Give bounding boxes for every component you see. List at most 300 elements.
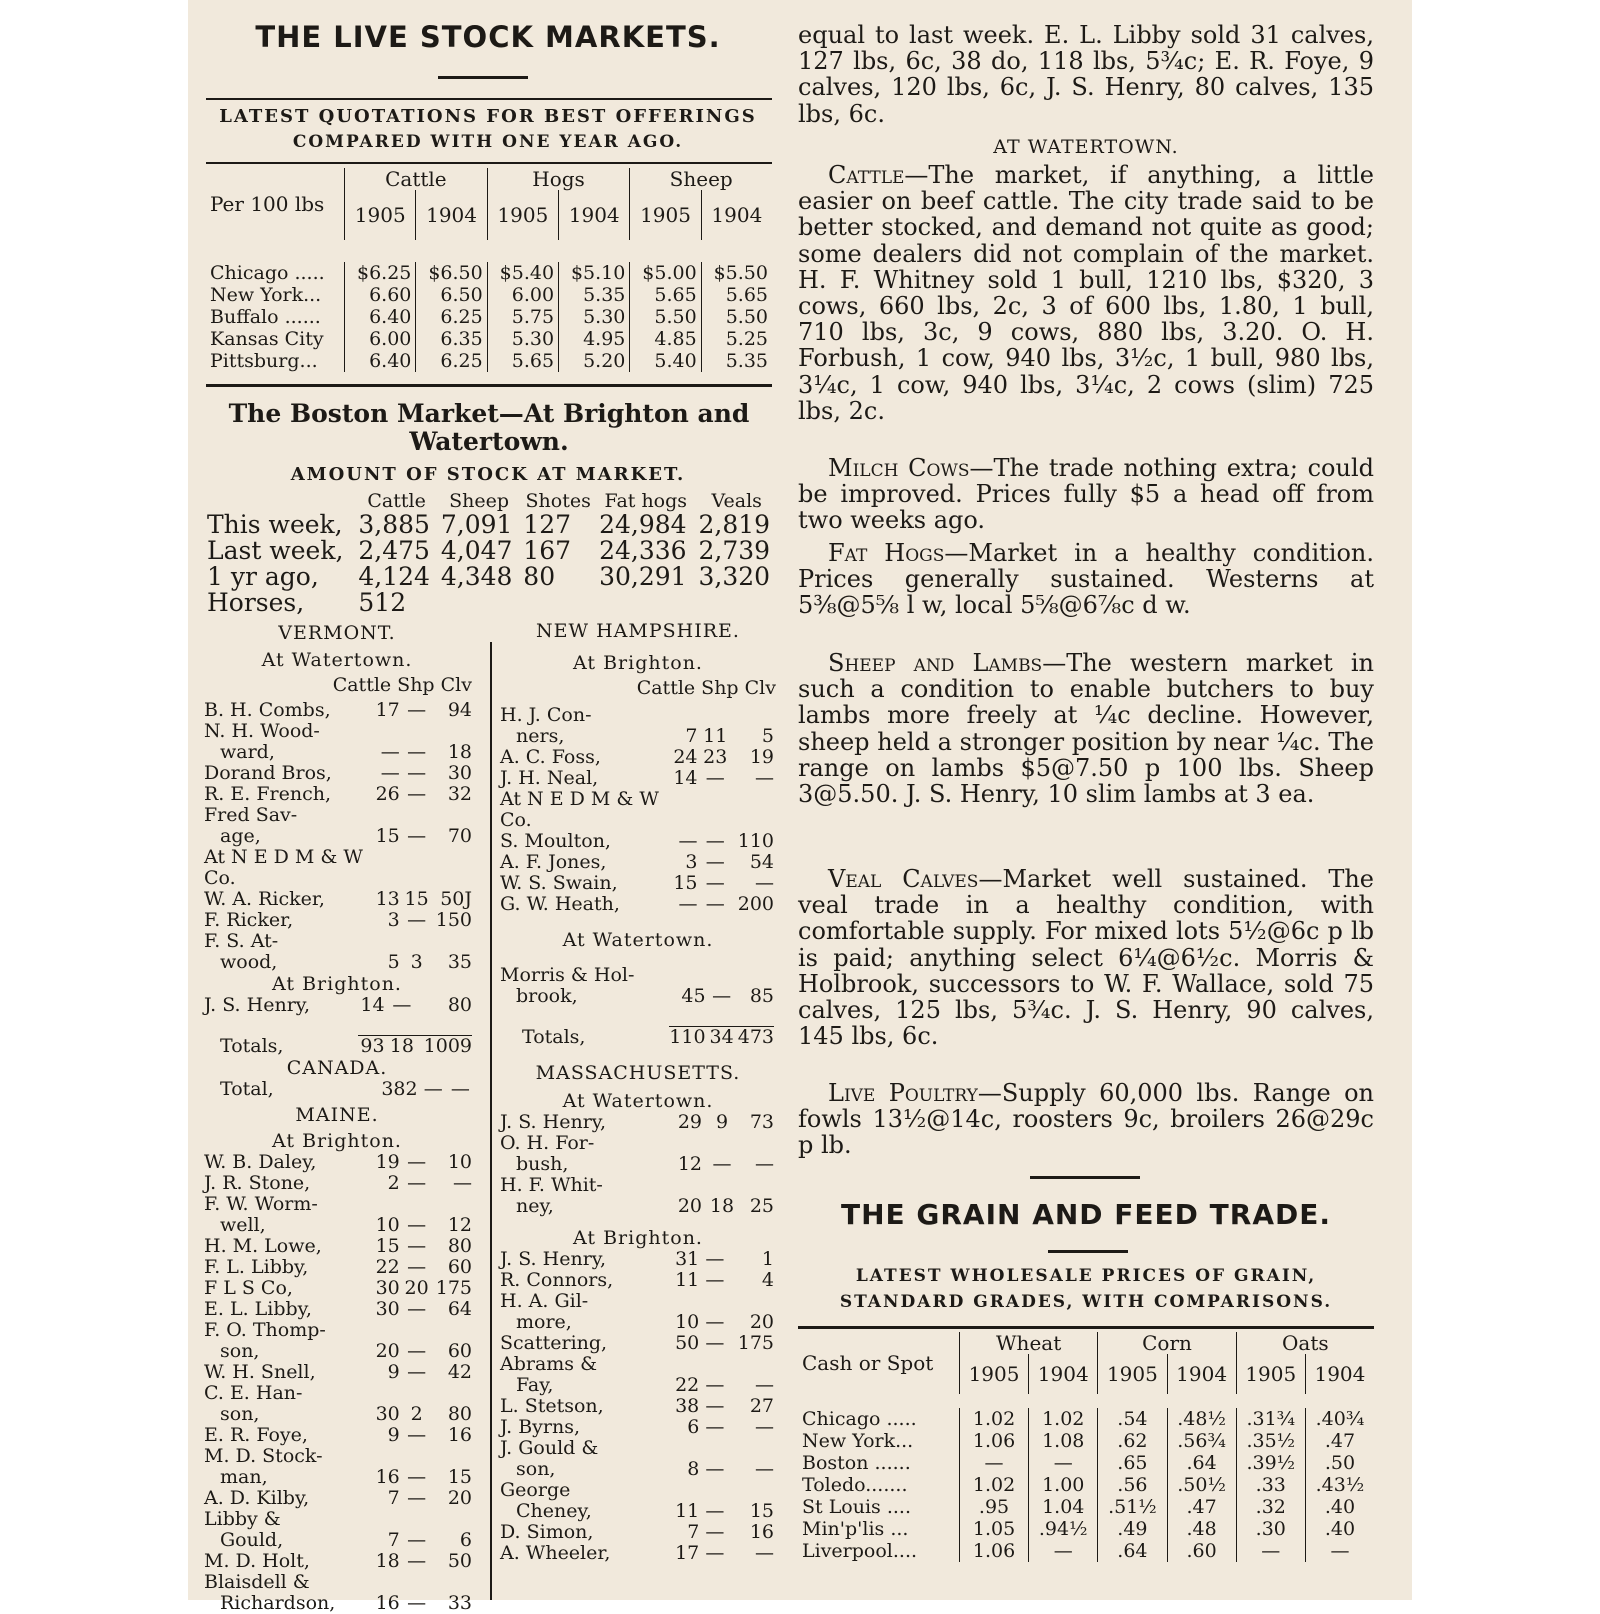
sheep-cell: —	[407, 1172, 427, 1194]
table-row	[202, 847, 474, 889]
sheep-paragraph	[798, 650, 1374, 807]
totals-label: Totals,	[220, 1035, 284, 1057]
table-row	[202, 931, 474, 952]
table-corner: Cash or Spot	[802, 1351, 934, 1375]
sheep-cell: 9	[715, 1111, 729, 1133]
ma-brighton-table	[498, 1249, 776, 1564]
table-row	[202, 1509, 474, 1530]
cattle-cell: 9	[387, 1361, 400, 1383]
table-row	[498, 1438, 776, 1459]
price-cell: .30	[1236, 1518, 1305, 1540]
stock-col-header: Sheep	[449, 490, 510, 512]
table-bottom-rule	[206, 384, 772, 387]
sheep-cell: —	[407, 1151, 427, 1173]
calves-cell: —	[755, 1153, 774, 1175]
table-row	[204, 564, 778, 590]
calves-cell: 25	[749, 1195, 774, 1217]
price-cell: $6.50	[416, 262, 487, 284]
year-header: 1904	[1305, 1354, 1374, 1394]
table-row	[498, 726, 776, 747]
cattle-cell: 11	[675, 1269, 700, 1291]
nh-heading: NEW HAMPSHIRE.	[536, 620, 740, 642]
table-row	[498, 1270, 776, 1291]
price-cell: .56	[1098, 1474, 1167, 1496]
year-header: 1904	[559, 190, 630, 240]
cattle-paragraph	[798, 162, 1374, 424]
nh-at-brighton: At Brighton.	[573, 652, 703, 674]
year-header: 1904	[416, 190, 487, 240]
cattle-cell: 17	[375, 699, 400, 721]
price-cell: 1.06	[959, 1540, 1028, 1562]
price-cell: .49	[1098, 1518, 1167, 1540]
stock-cell: 2,475	[358, 536, 430, 565]
year-header: 1904	[1167, 1354, 1236, 1394]
newspaper-clipping	[188, 0, 1412, 1614]
massachusetts-heading: MASSACHUSETTS.	[535, 1062, 741, 1084]
calves-cell: 200	[737, 893, 774, 915]
table-row	[498, 1375, 776, 1396]
table-row	[202, 1215, 474, 1236]
sheep-cell: 23	[703, 746, 728, 768]
price-cell: 5.50	[630, 306, 701, 328]
price-cell: 1.00	[1029, 1474, 1098, 1496]
totals-label: Total,	[220, 1078, 274, 1100]
sheep-cell	[701, 1354, 728, 1375]
price-cell: $5.00	[630, 262, 701, 284]
sheep-cell	[402, 1509, 432, 1530]
city-cell: New York...	[802, 1430, 914, 1452]
price-cell: .48½	[1167, 1408, 1236, 1430]
cattle-cell	[372, 721, 402, 742]
dealer-name: H. M. Lowe,	[204, 1235, 322, 1257]
sheep-cell	[704, 1133, 740, 1154]
price-cell: —	[1029, 1452, 1098, 1474]
dealer-name: J. H. Neal,	[500, 767, 599, 789]
dealer-name: son,	[220, 1403, 260, 1425]
cattle-cell: 20	[677, 1195, 702, 1217]
price-cell: —	[959, 1452, 1028, 1474]
dealer-name: A. D. Kilby,	[204, 1487, 310, 1509]
city-cell: Buffalo ......	[210, 306, 321, 328]
dealer-name: A. F. Jones,	[500, 851, 607, 873]
calves-cell: 12	[447, 1214, 472, 1236]
dealer-name: R. E. French,	[204, 783, 331, 805]
table-row	[202, 1036, 474, 1057]
cattle-cell: 11	[675, 1500, 700, 1522]
cattle-cell	[372, 1383, 402, 1404]
sheep-cell: —	[407, 1361, 427, 1383]
dealer-name: ney,	[516, 1195, 554, 1217]
sheep-cell: 18	[389, 1035, 414, 1057]
stock-cell: 127	[523, 510, 572, 539]
sheep-cell: —	[407, 909, 427, 931]
calves-cell: 32	[447, 783, 472, 805]
city-cell: Kansas City	[210, 328, 324, 350]
table-row	[206, 284, 772, 306]
price-cell: 1.05	[959, 1518, 1028, 1540]
sheep-cell: —	[705, 1311, 725, 1333]
canada-heading: CANADA.	[286, 1057, 388, 1079]
year-header: 1904	[1029, 1354, 1098, 1394]
calves-cell: 16	[447, 1424, 472, 1446]
table-row	[202, 700, 474, 721]
group-header: Sheep	[630, 168, 772, 190]
dealer-name: age,	[220, 825, 261, 847]
nh-cols-header: Cattle Shp Clv	[636, 677, 776, 699]
calves-cell: 16	[749, 1521, 774, 1543]
stock-cell: 80	[523, 562, 556, 591]
calves-cell	[728, 1438, 776, 1459]
price-cell: 5.35	[559, 284, 630, 306]
sheep-cell: —	[407, 1529, 427, 1551]
table-row	[498, 831, 776, 852]
sheep-cell: —	[407, 1340, 427, 1362]
calves-cell: 85	[749, 985, 774, 1007]
sheep-cell: —	[407, 1550, 427, 1572]
cattle-cell: 45	[681, 985, 706, 1007]
year-header: 1905	[1098, 1354, 1167, 1394]
group-header: Cattle	[345, 168, 488, 190]
price-cell: 4.85	[630, 328, 701, 350]
price-cell: 1.02	[1029, 1408, 1098, 1430]
dealer-name: H. A. Gil-	[500, 1290, 589, 1312]
table-row	[498, 1133, 776, 1154]
dealer-name: E. R. Foye,	[204, 1424, 308, 1446]
table-row	[498, 1333, 776, 1354]
sheep-cell: —	[705, 851, 725, 873]
table-row	[498, 873, 776, 894]
sheep-cell: 18	[709, 1195, 735, 1217]
dealer-name: S. Moulton,	[500, 830, 611, 852]
table-row	[498, 1522, 776, 1543]
cattle-cell	[372, 1320, 402, 1341]
table-row	[498, 1480, 776, 1501]
dealer-name: wood,	[220, 951, 278, 973]
cattle-cell	[372, 847, 402, 889]
right-column	[798, 0, 1398, 1600]
sheep-cell: —	[407, 825, 427, 847]
price-cell: 6.00	[345, 328, 416, 350]
cattle-cell: 7	[685, 725, 698, 747]
totals-label: Totals,	[522, 1026, 586, 1048]
calves-cell	[728, 1291, 776, 1312]
table-row	[202, 1446, 474, 1467]
sheep-cell: —	[712, 1153, 732, 1175]
year-header: 1905	[487, 190, 558, 240]
cattle-cell	[372, 805, 402, 826]
city-cell: Chicago .....	[210, 262, 325, 284]
dealer-name: L. Stetson,	[500, 1395, 604, 1417]
dealer-name: E. L. Libby,	[204, 1298, 312, 1320]
calves-cell	[432, 931, 475, 952]
calves-cell: 15	[749, 1500, 774, 1522]
dealer-name: At N E D M & W Co.	[204, 846, 363, 889]
vermont-brighton-table	[202, 995, 474, 1057]
table-row	[498, 1112, 776, 1133]
dealer-name: J. S. Henry,	[500, 1248, 607, 1270]
milch-lead: Milch Cows	[828, 454, 970, 482]
sheep-cell	[700, 705, 732, 726]
sheep-cell: —	[705, 1374, 725, 1396]
dealer-name: Blaisdell &	[204, 1571, 310, 1593]
table-row	[202, 1257, 474, 1278]
row-label: 1 yr ago,	[207, 562, 319, 591]
dealer-name: A. Wheeler,	[500, 1542, 611, 1564]
veal-lead: Veal Calves	[828, 865, 979, 893]
nh-table	[498, 705, 776, 915]
dealer-name: B. H. Combs,	[204, 699, 331, 721]
price-cell: 6.25	[416, 350, 487, 372]
table-row	[202, 763, 474, 784]
cattle-cell: 382	[381, 1078, 418, 1100]
calves-cell: 20	[447, 1487, 472, 1509]
calves-cell: 175	[435, 1277, 472, 1299]
price-cell: .62	[1098, 1430, 1167, 1452]
dealer-name: Richardson,	[220, 1592, 336, 1614]
cattle-cell: 16	[375, 1466, 400, 1488]
vermont-heading: VERMONT.	[278, 622, 396, 644]
calves-cell: 150	[435, 909, 472, 931]
vermont-at-brighton: At Brighton.	[272, 973, 402, 995]
table-row	[202, 1320, 474, 1341]
table-row	[498, 1396, 776, 1417]
row-label: Last week,	[207, 536, 344, 565]
grain-top-rule	[1030, 1176, 1140, 1179]
sheep-cell: 11	[703, 725, 728, 747]
poultry-paragraph	[798, 1080, 1374, 1159]
left-column	[198, 0, 778, 1614]
hogs-lead: Fat Hogs	[828, 539, 945, 567]
cattle-cell: 17	[675, 1542, 700, 1564]
price-cell: .64	[1098, 1540, 1167, 1562]
table-row	[202, 1079, 474, 1100]
calves-cell: 80	[447, 1403, 472, 1425]
dealer-name: Fred Sav-	[204, 804, 298, 826]
stock-cell: 30,291	[599, 562, 687, 591]
dealer-name: Gould,	[220, 1529, 284, 1551]
calves-cell: 60	[447, 1340, 472, 1362]
table-row	[798, 1540, 1374, 1562]
table-row	[202, 952, 474, 973]
stock-col-header: Veals	[711, 490, 762, 512]
price-cell: .65	[1098, 1452, 1167, 1474]
price-cell: .35½	[1236, 1430, 1305, 1452]
sheep-cell	[701, 1480, 728, 1501]
calves-cell: 6	[459, 1529, 472, 1551]
price-cell: 4.95	[559, 328, 630, 350]
vermont-table	[202, 700, 474, 973]
sheep-cell: —	[407, 1487, 427, 1509]
table-row	[202, 1593, 474, 1614]
table-row	[202, 1467, 474, 1488]
amount-heading: AMOUNT OF STOCK AT MARKET.	[290, 464, 686, 485]
dealer-name: M. D. Stock-	[204, 1445, 323, 1467]
cattle-cell: 14	[673, 767, 698, 789]
calves-cell: —	[755, 1416, 774, 1438]
price-cell: .48	[1167, 1518, 1236, 1540]
dealer-name: M. D. Holt,	[204, 1550, 310, 1572]
table-row	[202, 1236, 474, 1257]
sheep-cell: —	[392, 994, 412, 1016]
table-top-rule	[206, 162, 772, 164]
sheep-cell: —	[705, 1416, 725, 1438]
price-cell: 6.60	[345, 284, 416, 306]
price-cell: 1.02	[959, 1474, 1028, 1496]
dealer-name: Cheney,	[516, 1500, 592, 1522]
veal-paragraph	[798, 866, 1374, 1049]
cattle-cell: 50	[675, 1332, 700, 1354]
table-row	[498, 1312, 776, 1333]
table-row	[498, 1027, 776, 1048]
cattle-cell	[668, 1438, 701, 1459]
calves-cell	[432, 805, 475, 826]
sheep-cell: —	[705, 767, 725, 789]
dealer-name: more,	[516, 1311, 572, 1333]
dealer-name: well,	[220, 1214, 266, 1236]
sheep-cell: 2	[410, 1403, 423, 1425]
sheep-cell: —	[407, 741, 427, 763]
sheep-cell: —	[705, 1458, 725, 1480]
dealer-name: man,	[220, 1466, 268, 1488]
table-row	[202, 1404, 474, 1425]
price-cell: .47	[1167, 1496, 1236, 1518]
table-row	[498, 747, 776, 768]
dealer-name: Fay,	[516, 1374, 554, 1396]
table-row	[204, 538, 778, 564]
price-cell: .56¾	[1167, 1430, 1236, 1452]
cattle-cell: 31	[675, 1248, 700, 1270]
hogs-text: —Market in a healthy condition. Prices generally sustained. Westerns at 5⅜@5⅝ l w, local 5⅝@6⅞c d w.	[798, 539, 1375, 620]
cattle-cell: 6	[687, 1416, 700, 1438]
dealer-name: bush,	[516, 1153, 569, 1175]
cattle-cell: 7	[687, 1521, 700, 1543]
cattle-cell: —	[380, 762, 400, 784]
cattle-cell: 22	[375, 1256, 400, 1278]
table-row	[798, 1518, 1374, 1540]
price-cell: .33	[1236, 1474, 1305, 1496]
stock-cell: 24,336	[599, 536, 687, 565]
sheep-cell: —	[705, 893, 725, 915]
calves-cell	[432, 1446, 475, 1467]
right-intro-paragraph: equal to last week. E. L. Libby sold 31 calves, 127 lbs, 6c, 38 do, 118 lbs, 5¾c; E. R. Foye, 9 calves, 120 lbs, 6c, J. S. Henry, 80 calves, 135 lbs, 6c.	[798, 21, 1374, 128]
city-cell: Pittsburg...	[210, 350, 318, 372]
calves-cell	[432, 1509, 475, 1530]
cattle-cell: 93	[360, 1035, 385, 1057]
sheep-cell	[402, 1572, 432, 1593]
sheep-lead: Sheep and Lambs	[828, 649, 1043, 677]
sheep-cell	[402, 721, 432, 742]
watertown-heading: AT WATERTOWN.	[993, 136, 1179, 158]
grain-title: THE GRAIN AND FEED TRADE.	[840, 1198, 1332, 1231]
dealer-name: F. L. Libby,	[204, 1256, 309, 1278]
table-row	[498, 986, 776, 1007]
sheep-cell	[402, 931, 432, 952]
price-cell: $6.25	[345, 262, 416, 284]
calves-cell: 35	[447, 951, 472, 973]
cattle-cell: 30	[375, 1277, 400, 1299]
price-cell: .43½	[1305, 1474, 1374, 1496]
dealer-name: N. H. Wood-	[204, 720, 320, 742]
cattle-cell: 38	[675, 1395, 700, 1417]
price-cell: $5.40	[487, 262, 558, 284]
sheep-cell: —	[407, 699, 427, 721]
price-cell: .50½	[1167, 1474, 1236, 1496]
calves-cell: —	[755, 1458, 774, 1480]
stock-cell: 3,320	[698, 562, 771, 591]
city-cell: Chicago .....	[802, 1408, 917, 1430]
cattle-cell: —	[678, 830, 698, 852]
calves-cell	[731, 705, 776, 726]
table-row	[498, 1543, 776, 1564]
price-cell: .32	[1236, 1496, 1305, 1518]
sheep-cell	[402, 1383, 432, 1404]
table-row	[498, 1154, 776, 1175]
sheep-cell: —	[705, 1269, 725, 1291]
dealer-name: H. F. Whit-	[500, 1174, 603, 1196]
dealer-name: F. O. Thomp-	[204, 1319, 326, 1341]
city-cell: New York...	[210, 284, 322, 306]
cattle-cell: 14	[360, 994, 385, 1016]
calves-cell	[432, 1194, 475, 1215]
price-cell: .94½	[1029, 1518, 1098, 1540]
table-row	[202, 1278, 474, 1299]
cattle-cell	[668, 1480, 701, 1501]
price-cell: —	[1236, 1540, 1305, 1562]
calves-cell	[731, 789, 776, 831]
dealer-name: Dorand Bros,	[204, 762, 332, 784]
cattle-cell: —	[380, 741, 400, 763]
calves-cell: 110	[737, 830, 774, 852]
nh-massachusetts-column	[498, 620, 778, 1564]
table-row	[206, 328, 772, 350]
table-row	[206, 306, 772, 328]
grain-subtitle-1: LATEST WHOLESALE PRICES OF GRAIN,	[855, 1266, 1317, 1286]
column-divider	[490, 642, 492, 1600]
poultry-lead: Live Poultry	[828, 1079, 978, 1107]
cattle-cell	[668, 1133, 704, 1154]
price-cell: 1.04	[1029, 1496, 1098, 1518]
vermont-canada-maine-column	[198, 622, 476, 1614]
table-row	[798, 1408, 1374, 1430]
sheep-cell: —	[407, 783, 427, 805]
calves-cell: 80	[447, 994, 472, 1016]
group-header: Oats	[1236, 1332, 1374, 1354]
stock-cell: 24,984	[599, 510, 687, 539]
dealer-name: J. Gould &	[500, 1437, 599, 1459]
table-row	[798, 1496, 1374, 1518]
sheep-cell: —	[407, 1424, 427, 1446]
calves-cell: 64	[447, 1298, 472, 1320]
sheep-cell: —	[705, 1521, 725, 1543]
row-label: This week,	[207, 510, 343, 539]
maine-at-brighton: At Brighton.	[272, 1130, 402, 1152]
price-cell: 6.40	[345, 350, 416, 372]
cattle-cell: 15	[673, 872, 698, 894]
dealer-name: G. W. Heath,	[500, 893, 620, 915]
price-cell: —	[1029, 1540, 1098, 1562]
table-corner: Per 100 lbs	[210, 192, 325, 216]
calves-cell: 473	[737, 1026, 774, 1048]
cattle-cell: 30	[375, 1403, 400, 1425]
cattle-cell	[667, 965, 707, 986]
dealer-name: W. A. Ricker,	[204, 888, 325, 910]
group-header: Wheat	[959, 1332, 1097, 1354]
sheep-cell: —	[712, 985, 732, 1007]
dealer-name: R. Connors,	[500, 1269, 614, 1291]
year-header: 1905	[345, 190, 416, 240]
calves-cell	[740, 1175, 776, 1196]
cattle-cell: 10	[675, 1311, 700, 1333]
